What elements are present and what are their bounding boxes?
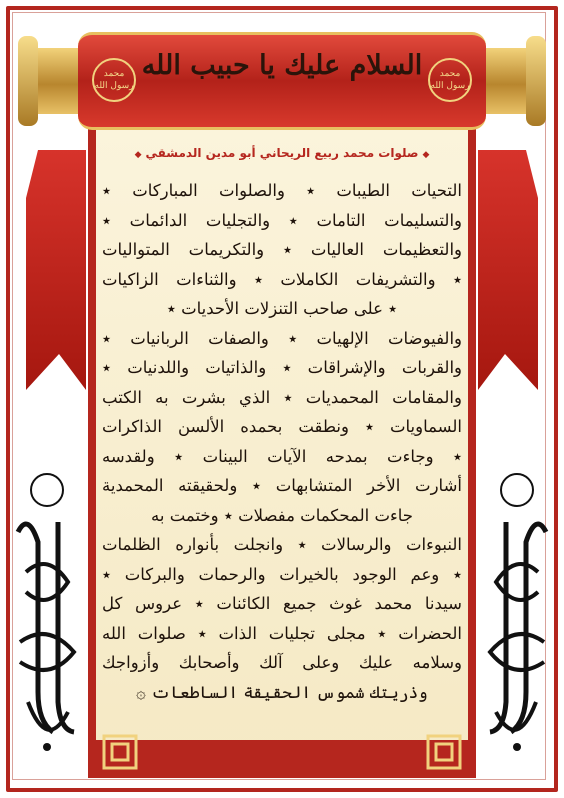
poem-line: والقربات والإشراقات ٭ والذاتيات واللدنيات ٭ (102, 358, 462, 377)
poem-line: سيدنا محمد غوث جميع الكائنات ٭ عروس كل (102, 594, 462, 613)
right-ribbon (478, 150, 538, 390)
scroll-top-roll (22, 28, 542, 132)
title-banner (78, 32, 486, 130)
poem-line: جاءت المحكمات مفصلات ٭ وختمت به (151, 505, 413, 525)
author-line (100, 146, 464, 160)
diamond-icon: ◆ (422, 150, 430, 160)
poem-line: السماويات ٭ ونطقت بحمده الألسن الذاكرات (102, 417, 462, 436)
poem-line: وسلامه عليك وعلى آلك وأصحابك وأزواجك (102, 653, 462, 672)
calligraphy-ya-rahmatallah-right (478, 462, 556, 762)
poem-line: النبوءات والرسالات ٭ وانجلت بأنواره الظلمات (102, 535, 462, 554)
scroll-bottom-edge (88, 740, 476, 778)
poem-line: ٭ على صاحب التنزلات الأحديات ٭ (166, 299, 398, 318)
seal-right: محمد رسول الله (428, 58, 472, 102)
poem-line: الحضرات ٭ مجلى تجليات الذات ٭ صلوات الله (102, 623, 462, 643)
calligraphy-icon (478, 462, 556, 762)
calligraphy-ya-rahmatallah-left (8, 462, 86, 762)
diamond-icon: ◆ (134, 150, 142, 160)
poem-line: التحيات الطيبات ٭ والصلوات المباركات ٭ (102, 181, 462, 200)
page-title: السلام عليك يا حبيب الله (141, 50, 423, 81)
left-rod-cap (18, 36, 38, 126)
poem-line: والفيوضات الإلهيات ٭ والصفات الربانيات ٭ (102, 328, 462, 348)
ornament-knot-left (100, 732, 140, 772)
author-text: صلوات محمد ربيع الريحاني أبو مدين الدمشقي (145, 146, 419, 160)
right-rod-cap (526, 36, 546, 126)
ornament-knot-right (424, 732, 464, 772)
poem-line: والتسليمات التامات ٭ والتجليات الدائمات ٭ (102, 210, 462, 230)
left-ribbon (26, 150, 86, 390)
poem-text (102, 176, 462, 707)
poem-line: أشارت الأخر المتشابهات ٭ ولحقيقته المحمدية (102, 476, 462, 495)
poem-line: ٭ وعم الوجود بالخيرات والرحمات والبركات ٭ (102, 564, 462, 584)
poem-line: والمقامات المحمديات ٭ الذي بشرت به الكتب (102, 387, 462, 407)
poem-line: والتعظيمات العاليات ٭ والتكريمات المتواليات (102, 240, 462, 259)
poem-line: ٭ وجاءت بمدحه الآيات البينات ٭ ولقدسه (102, 446, 462, 466)
calligraphy-icon (8, 462, 86, 762)
poem-line: ٭ والتشريفات الكاملات ٭ والثناءات الزاكيات (102, 269, 462, 289)
poem-line: وذريتك شموس الحقيقة الساطعات ۞ (136, 682, 428, 702)
seal-left: محمد رسول الله (92, 58, 136, 102)
